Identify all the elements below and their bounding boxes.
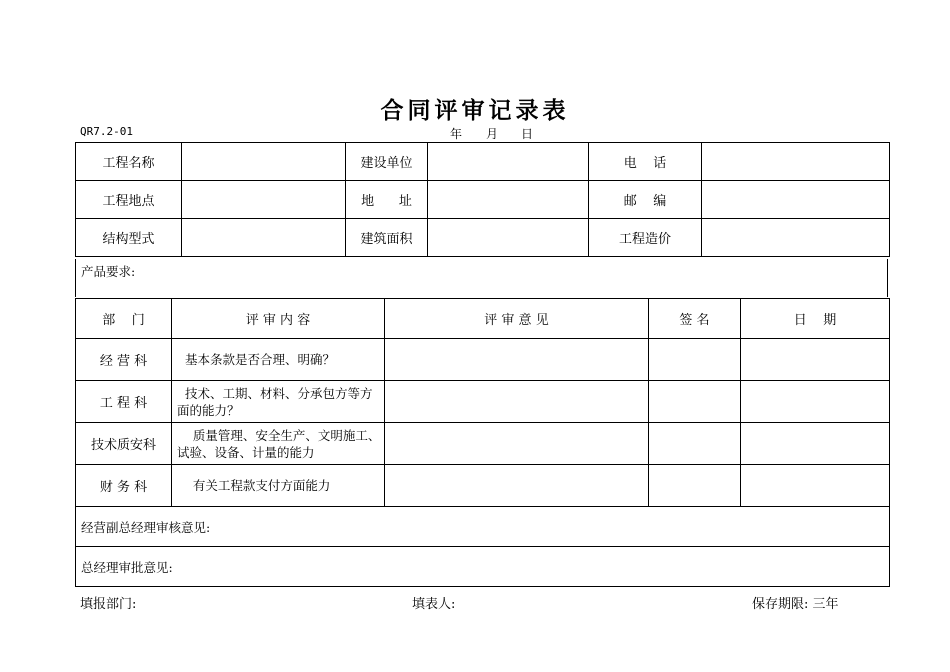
client-label: 建设单位 [346, 143, 428, 181]
project-location-field[interactable] [182, 181, 346, 219]
phone-field[interactable] [702, 143, 890, 181]
date-month-label: 月 [486, 127, 499, 141]
date-field[interactable] [741, 423, 890, 465]
address-field[interactable] [428, 181, 589, 219]
dept-tech-quality-safety: 技术质安科 [76, 423, 172, 465]
project-cost-label: 工程造价 [589, 219, 702, 257]
product-requirement-cell[interactable] [75, 259, 888, 297]
floor-area-label: 建筑面积 [346, 219, 428, 257]
client-field[interactable] [428, 143, 589, 181]
dept-finance: 财 务 科 [76, 465, 172, 507]
phone-label: 电 话 [589, 143, 702, 181]
date-header: 日 期 [741, 299, 890, 339]
signature-field[interactable] [649, 465, 741, 507]
review-table [75, 298, 890, 587]
date-field[interactable] [741, 465, 890, 507]
signature-field[interactable] [649, 381, 741, 423]
review-content: 质量管理、安全生产、文明施工、试验、设备、计量的能力 [172, 423, 385, 465]
content-header: 评 审 内 容 [172, 299, 385, 339]
date-field[interactable] [741, 339, 890, 381]
date-day-label: 日 [521, 127, 534, 141]
structure-type-field[interactable] [182, 219, 346, 257]
structure-type-label: 结构型式 [76, 219, 182, 257]
opinion-field[interactable] [385, 423, 649, 465]
project-name-field[interactable] [182, 143, 346, 181]
product-requirement-label: 产品要求: [81, 264, 136, 279]
address-label: 地 址 [346, 181, 428, 219]
footer-dept: 填报部门: [80, 597, 137, 612]
floor-area-field[interactable] [428, 219, 589, 257]
project-cost-field[interactable] [702, 219, 890, 257]
opinion-field[interactable] [385, 339, 649, 381]
review-content: 基本条款是否合理、明确？ [172, 339, 385, 381]
signature-field[interactable] [649, 339, 741, 381]
date-field[interactable] [741, 381, 890, 423]
footer-filler: 填表人: [412, 597, 456, 612]
opinion-field[interactable] [385, 381, 649, 423]
footer-retention: 保存期限: 三年 [752, 597, 839, 612]
opinion-header: 评 审 意 见 [385, 299, 649, 339]
dept-business: 经 营 科 [76, 339, 172, 381]
project-location-label: 工程地点 [76, 181, 182, 219]
date-year-label: 年 [450, 127, 463, 141]
form-code: QR7.2-01 [80, 125, 133, 138]
signature-field[interactable] [649, 423, 741, 465]
dept-engineering: 工 程 科 [76, 381, 172, 423]
review-content: 技术、工期、材料、分承包方等方面的能力？ [172, 381, 385, 423]
project-name-label: 工程名称 [76, 143, 182, 181]
project-info-table [75, 142, 890, 257]
form-title: 合同评审记录表 [380, 97, 570, 124]
opinion-field[interactable] [385, 465, 649, 507]
signature-header: 签 名 [649, 299, 741, 339]
postcode-label: 邮 编 [589, 181, 702, 219]
gm-opinion-cell[interactable]: 总经理审批意见: [76, 547, 890, 587]
dept-header: 部 门 [76, 299, 172, 339]
postcode-field[interactable] [702, 181, 890, 219]
vp-opinion-cell[interactable]: 经营副总经理审核意见: [76, 507, 890, 547]
review-content: 有关工程款支付方面能力 [172, 465, 385, 507]
